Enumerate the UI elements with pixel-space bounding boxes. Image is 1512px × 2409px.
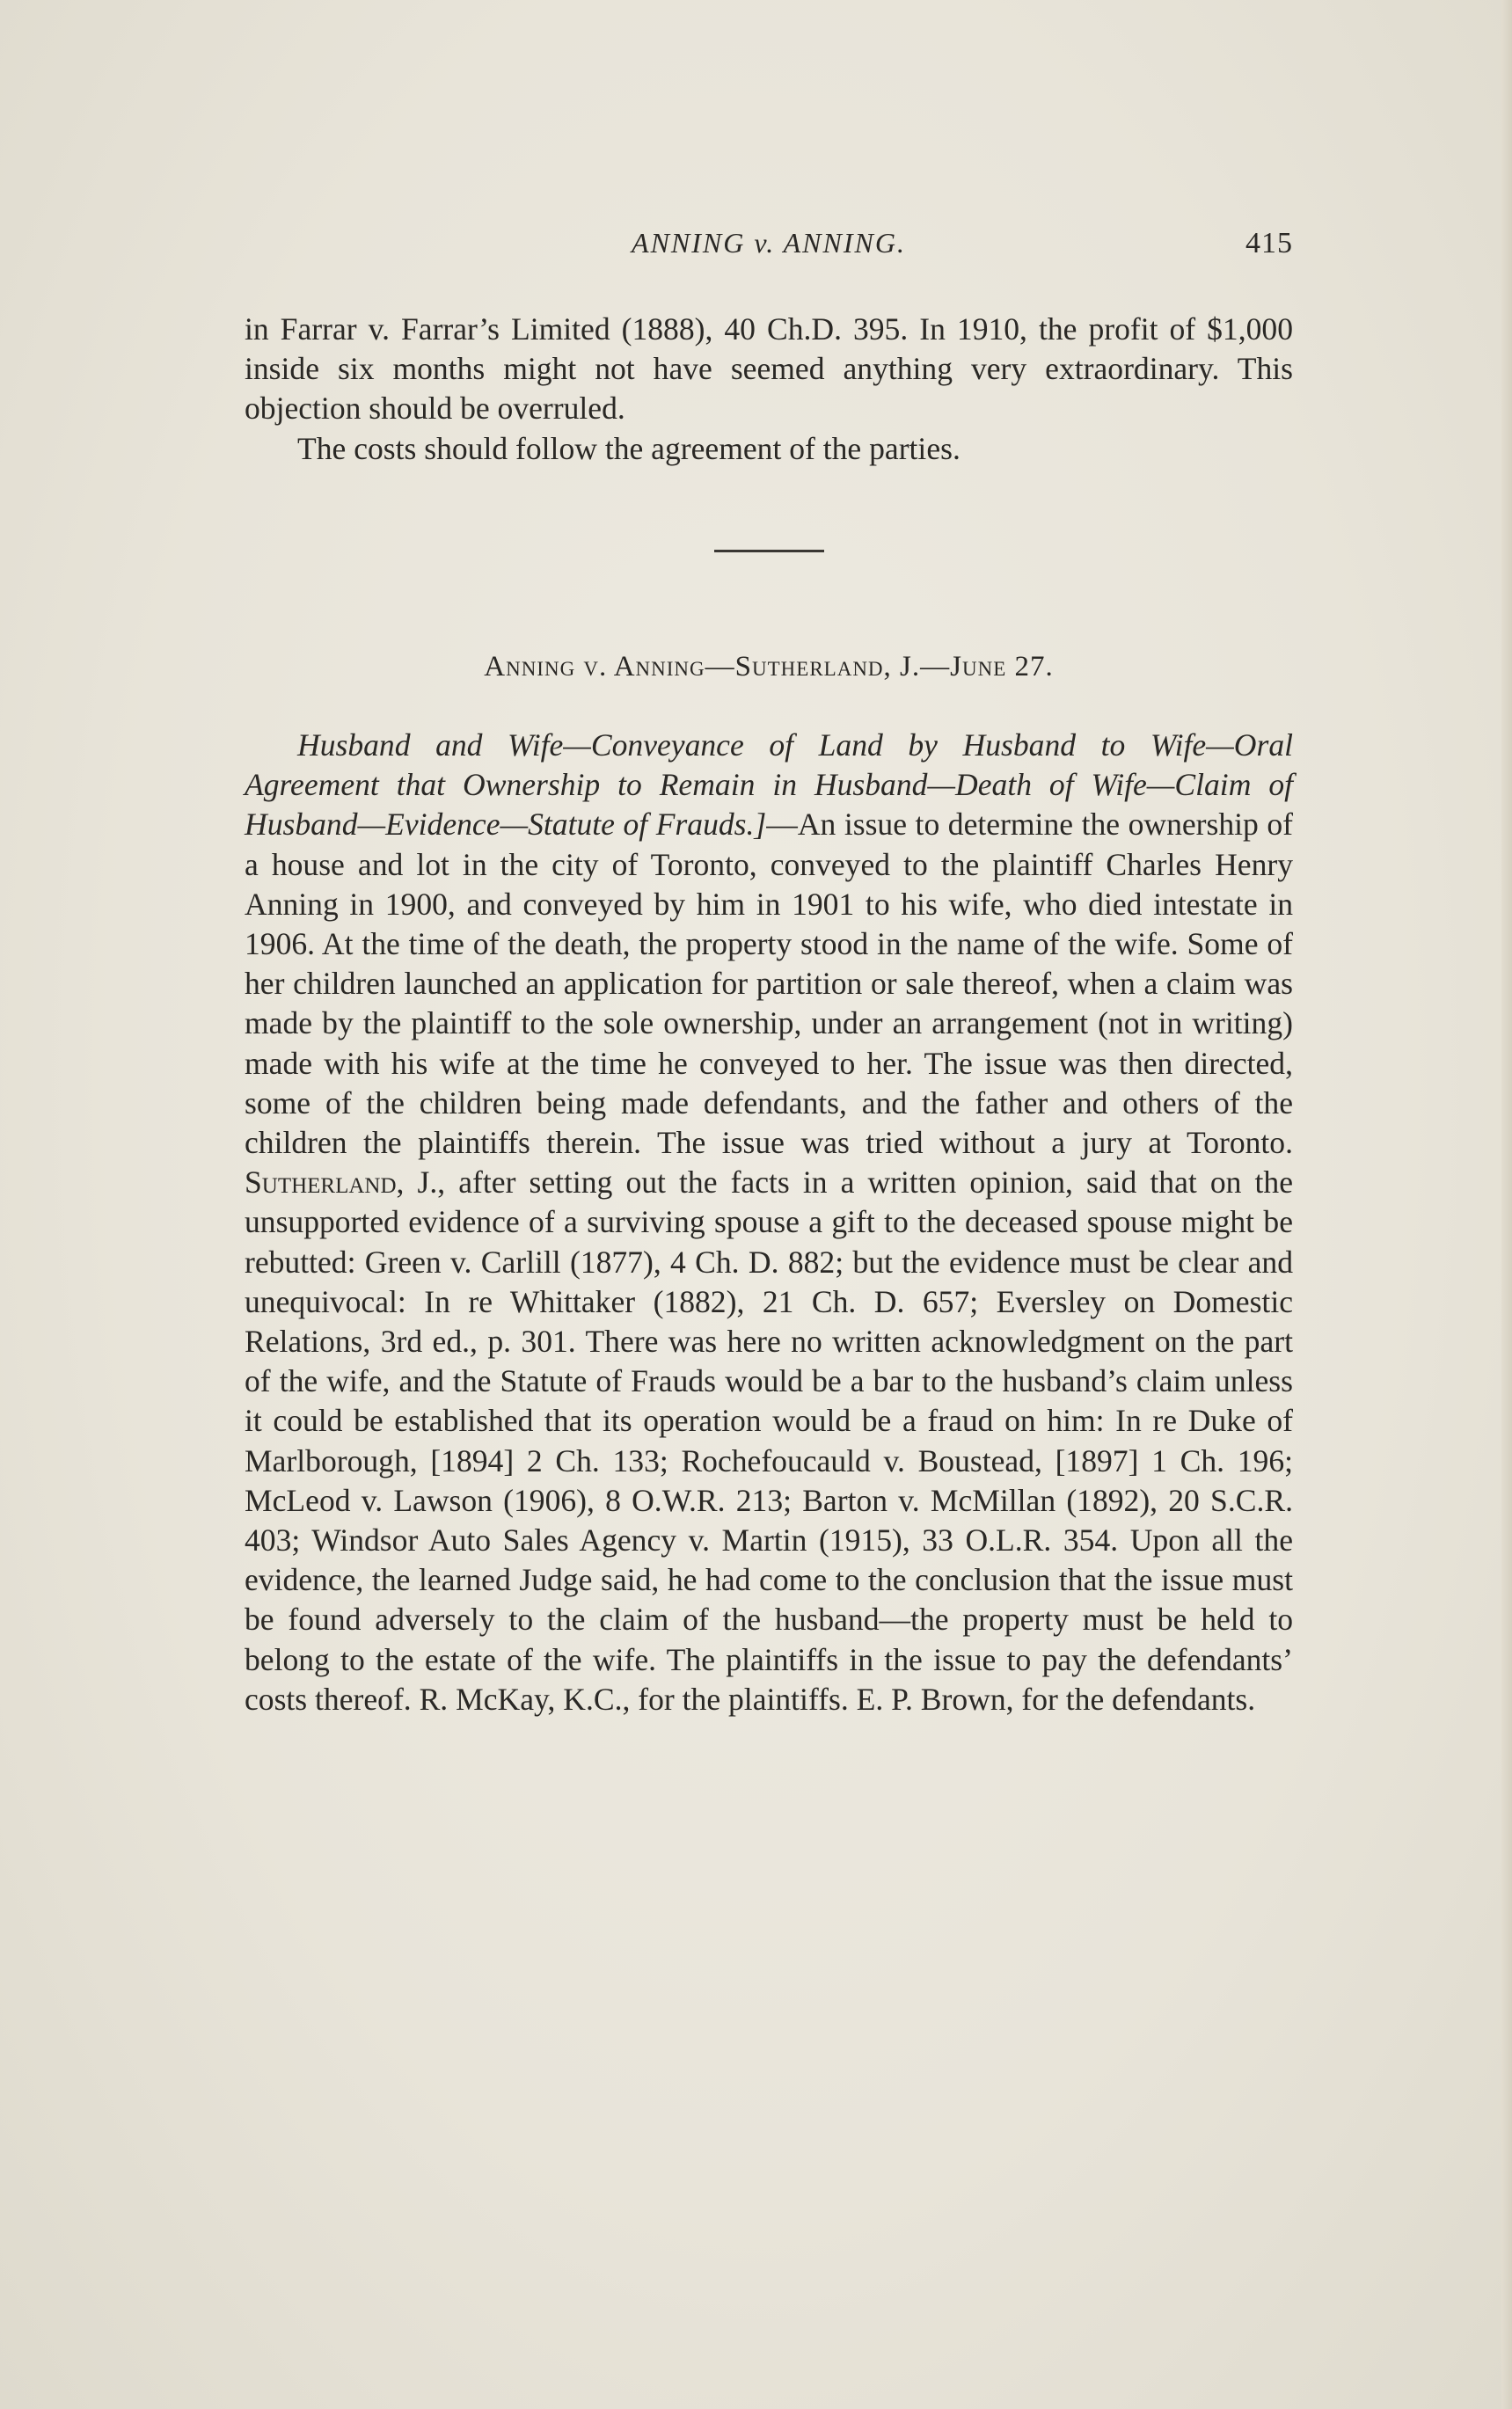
page-header	[245, 227, 1293, 271]
case-body	[245, 726, 1293, 1719]
case-body-part-2: , J., after setting out the facts in a written opinion, said that on the unsupported evidence of a surviving spouse a gift to the deceased spouse might be rebutted: Green v. Carlill (1877), 4 Ch. D. 882; but the evidence must be clear and unequivocal: In re Whittaker (1882), 21 Ch. D. 657; Eversley on Domestic Relations, 3rd ed., p. 301. There was here no written acknowledgment on the part of the wife, and the Statute of Frauds would be a bar to the husband’s claim unless it could be established that its operation would be a fraud on him: In re Duke of Marlborough, [1894] 2 Ch. 133; Rochefoucauld v. Boustead, [1897] 1 Ch. 196; McLeod v. Lawson (1906), 8 O.W.R. 213; Barton v. McMillan (1892), 20 S.C.R. 403; Windsor Auto Sales Agency v. Martin (1915), 33 O.L.R. 354. Upon all the evidence, the learned Judge said, he had come to the conclusion that the issue must be found adversely to the claim of the husband—the property must be held to belong to the estate of the wife. The plaintiffs in the issue to pay the defendants’ costs thereof. R. McKay, K.C., for the plaintiffs. E. P. Brown, for the defendants.	[245, 1164, 1293, 1717]
case-title: Anning v. Anning—Sutherland, J.—June 27.	[484, 651, 1054, 683]
page-number: 415	[1245, 227, 1293, 259]
page-edge	[1501, 0, 1512, 2409]
case-body-part-1: —An issue to determine the ownership of a house and lot in the city of Toronto, conveyed to the plaintiff Charles Henry Anning in 1900, and conveyed by him in 1901 to his wife, who died intestate in 1906. At the time of the death, the property stood in the name of the wife. Some of her children launched an application for partition or sale thereof, when a claim was made by the plaintiff to the sole ownership, under an arrangement (not in writing) made with his wife at the time he conveyed to her. The issue was then directed, some of the children being made defendants, and the father and others of the children the plaintiffs therein. The issue was tried without a jury at Toronto.	[245, 807, 1293, 1161]
section-divider	[714, 550, 824, 552]
intro-text	[245, 310, 1293, 469]
intro-paragraph-2: The costs should follow the agreement of the parties.	[297, 430, 961, 466]
running-head: ANNING v. ANNING.	[632, 227, 906, 259]
case-paragraph	[245, 726, 1293, 1719]
intro-paragraph-1: in Farrar v. Farrar’s Limited (1888), 40 Ch.D. 395. In 1910, the profit of $1,000 inside six months might not have seemed anything very extraordinary. This objection should be overruled.	[245, 311, 1293, 427]
headnote: Husband and Wife—Conveyance of Land by Husband to Wife—Oral Agreement that Ownership to Remain in Husband—Death of Wife—Claim of Husband—Evidence—Statute of Frauds.]	[245, 727, 1293, 843]
judge-name: Sutherland	[245, 1164, 397, 1201]
